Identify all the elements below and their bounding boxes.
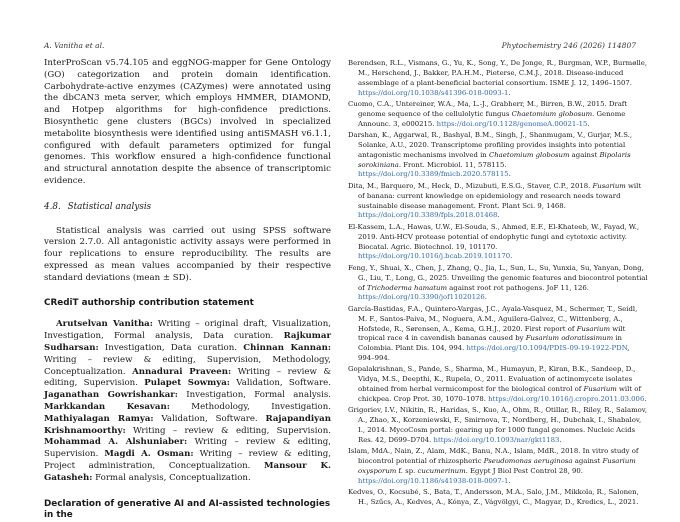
reference-italic: Fusarium xyxy=(592,182,625,190)
reference-italic: Chaetomium globosum xyxy=(489,151,570,159)
credit-author-name: Rajkumar Sudharsan: xyxy=(44,331,331,353)
section-heading xyxy=(44,202,331,214)
reference-text: . xyxy=(497,211,499,219)
reference-doi-link[interactable]: https://doi.org/10.1093/nar/gkt1183 xyxy=(434,436,560,444)
reference-text: . xyxy=(587,120,589,128)
reference-entry xyxy=(348,447,648,486)
header-journal: Phytochemistry 246 (2026) 114807 xyxy=(502,41,636,50)
reference-italic: cucumerinum xyxy=(418,467,466,475)
reference-italic: Trichoderma hamatum xyxy=(367,284,447,292)
reference-text: El-Kassem, L.A., Hawas, U.W., El-Souda, S., Ahmed, E.F., El-Khateeb, W., Fayad, W., 2019. Anti-HCV protease potential of endophytic fungi and cytotoxic activity. Biocatal. Agric. Biotechnol. 19, 101170. xyxy=(348,223,639,251)
credit-author-name: Jaganathan Gowrishankar: xyxy=(44,390,178,400)
reference-text: Dita, M., Barquero, M., Heck, D., Mizubuti, E.S.G., Staver, C.P., 2018. xyxy=(348,182,592,190)
credit-author-name: Mansour K. Gatasheh: xyxy=(44,461,331,483)
reference-text: against xyxy=(573,457,603,465)
credit-author-name: Arutselvan Vanitha: xyxy=(56,319,153,329)
reference-text: Darshan, K., Aggarwal, R., Bashyal, B.M., Singh, J., Shanmugam, V., Gurjar, M.S., Solanke, A.U., 2020. Transcriptome profiling provides insights into potential antagonistic mechanisms involved in xyxy=(348,131,632,159)
credit-author-roles: Writing – original draft, Visualization, Investigation, Formal analysis, Data curation. xyxy=(44,319,331,341)
reference-text: . xyxy=(559,436,561,444)
credit-author-roles: Investigation, Formal analysis. xyxy=(178,390,331,400)
credit-author-name: Magdi A. Osman: xyxy=(104,449,193,459)
reference-text: Grigoriev, I.V., Nikitin, R., Haridas, S., Kuo, A., Ohm, R., Otillar, R., Riley, R., Salamov, A., Zhao, X., Korzeniewski, F., Smirnova, T., Nordberg, H., Dubchak, I., Shabalov, I., 2014. MycoCosm portal: gearing up for 1000 fungal genomes. Nucleic Acids Res. 42, D699–D704. xyxy=(348,406,647,444)
credit-paragraph xyxy=(44,319,331,484)
section-number: 4.8. xyxy=(44,202,61,212)
reference-text: . xyxy=(508,477,510,485)
reference-doi-link[interactable]: https://doi.org/10.3389/fpls.2018.01468 xyxy=(358,211,497,219)
credit-author-roles: Writing – review & editing, Supervision. xyxy=(44,367,331,389)
reference-text: . xyxy=(644,395,646,403)
section-title: Statistical analysis xyxy=(68,202,152,212)
reference-text: García-Bastidas, F.A., Quintero-Vargas, J.C., Ayala-Vasquez, M., Schermer, T., Seidl, M. F., Santos-Paiva, M., Noguera, A.M., Aguilera-Galvez, C., Wittenberg, A., Hofstede, R., Sørensen, A., Kema, G.H.J., 2020. First report of xyxy=(348,305,637,333)
credit-author-name: Rajapandiyan Krishnamoorthy: xyxy=(44,414,331,436)
credit-author-name: Pulapet Sowmya: xyxy=(144,378,230,388)
reference-entry xyxy=(348,131,648,180)
reference-doi-link[interactable]: https://doi.org/10.1016/j.cropro.2011.03.006 xyxy=(488,395,644,403)
reference-doi-link[interactable]: https://doi.org/10.3389/fmicb.2020.578115 xyxy=(358,170,509,178)
credit-author-name: Mathiyalagan Ramya: xyxy=(44,414,154,424)
credit-author-name: Markkandan Kesavan: xyxy=(44,402,170,412)
reference-doi-link[interactable]: https://doi.org/10.1186/s41938-018-0097-1 xyxy=(358,477,508,485)
reference-text: . xyxy=(508,89,510,97)
reference-doi-link[interactable]: https://doi.org/10.1038/s41396-018-0093-1 xyxy=(358,89,508,97)
reference-text: wilt of banana: current knowledge on epidemiology and research needs toward sustainable disease management. Front. Plant Sci. 9, 1468. xyxy=(358,182,641,210)
reference-italic: Fusarium odoratissimum xyxy=(526,334,613,342)
credit-author-roles: Validation, Software. xyxy=(230,378,331,388)
header-authors: A. Vanitha et al. xyxy=(44,41,104,50)
credit-author-roles: Writing – review & editing, Supervision, Methodology, Conceptualization. xyxy=(44,355,331,377)
reference-italic: Fusarium oxysporum xyxy=(358,457,636,475)
reference-italic: Pseudomonas aeruginosa xyxy=(484,457,573,465)
reference-text: Islam, MdA., Nain, Z., Alam, MdK., Banu, N.A., Islam, MdR., 2018. In vitro study of biocontrol potential of rhizospheric xyxy=(348,447,638,465)
reference-entry xyxy=(348,406,648,445)
reference-doi-link[interactable]: https://doi.org/10.1016/j.bcab.2019.101170 xyxy=(358,252,510,260)
credit-author-roles: Validation, Software. xyxy=(154,414,266,424)
credit-author-roles: Methodology, Investigation. xyxy=(170,402,331,412)
reference-entry xyxy=(348,305,648,364)
reference-text: Kedves, O., Kocsubé, S., Bata, T., Andersson, M.A., Salo, J.M., Mikkola, R., Salonen, H., Szűcs, A., Kedves, A., Kónya, Z., Vágvölgyi, C., Magyar, D., Kredics, L., 2021. xyxy=(348,488,639,506)
reference-text: . xyxy=(510,252,512,260)
reference-text: Berendsen, R.L., Vismans, G., Yu, K., Song, Y., De Jonge, R., Burgman, W.P., Burmølle, M., Herschend, J., Bakker, P.A.H.M., Pieterse, C.M.J., 2018. Disease-induced assemblage of a plant-beneficial bacterial consortium. ISME J. 12, 1496–1507. xyxy=(348,59,647,87)
statistics-paragraph: Statistical analysis was carried out using SPSS software version 2.7.0. All antagonistic activity assays were performed in four replications to ensure reproducibility. The results are expressed as mean values accompanied by their respective standard deviations (mean ± SD). xyxy=(44,226,331,285)
reference-entry xyxy=(348,100,648,130)
declaration-heading: Declaration of generative AI and AI-assisted technologies in the xyxy=(44,499,331,522)
reference-italic: Chaetomium globosum xyxy=(512,110,593,118)
credit-author-roles: Formal analysis, Conceptualization. xyxy=(92,473,250,483)
reference-text: . Front. Microbiol. 11, 578115. xyxy=(399,161,507,169)
reference-italic: Bipolaris sorokiniana xyxy=(358,151,631,169)
methods-paragraph: InterProScan v5.74.105 and eggNOG-mapper for Gene Ontology (GO) categorization and protein domain identification. Carbohydrate-active enzymes (CAZymes) were annotated using the dbCAN3 meta server, which employs HMMER, DIAMOND, and Hotpep algorithms for high-confidence predictions. Biosynthetic gene clusters (BGCs) involved in specialized metabolite biosynthesis were identified using antiSMASH v6.1.1, configured with default parameters optimized for fungal genomes. This workflow ensured a high-confidence functional and structural annotation despite the absence of transcriptomic evidence. xyxy=(44,58,331,188)
reference-text: Feng, Y., Shuai, X., Chen, J., Zhang, Q., Jia, L., Sun, L., Su, Yunxia, Su, Yanyan, Dong, G., Liu, T., Long, G., 2025. Unveiling the genomic features and biocontrol potential of xyxy=(348,264,648,292)
reference-entry xyxy=(348,59,648,98)
left-column xyxy=(44,58,331,522)
credit-heading: CRediT authorship contribution statement xyxy=(44,298,331,310)
reference-doi-link[interactable]: https://doi.org/10.1128/genomeA.00021-15 xyxy=(437,120,588,128)
credit-author-name: Chinnan Kannan: xyxy=(243,343,331,353)
reference-entry xyxy=(348,264,648,303)
reference-entry xyxy=(348,365,648,404)
reference-text: Gopalakrishnan, S., Pande, S., Sharma, M., Humayun, P., Kiran, B.K., Sandeep, D., Vidya, M.S., Deepthi, K., Rupela, O., 2011. Evaluation of actinomycete isolates obtained from herbal vermicompost for the biological control of xyxy=(348,365,635,393)
reference-text: wilt of chickpea. Crop Prot. 30, 1070–1078. xyxy=(358,385,641,403)
credit-author-name: Annadurai Praveen: xyxy=(132,367,231,377)
reference-text: Cuomo, C.A., Untereiner, W.A., Ma, L.-J., Grabherr, M., Birren, B.W., 2015. Draft genome sequence of the cellulolytic fungus xyxy=(348,100,627,118)
credit-author-roles: Writing – review & editing, Project administration, Conceptualization. xyxy=(44,449,331,471)
reference-text: in Colombia. Plant Dis. 104, 994. xyxy=(358,334,622,352)
credit-author-roles: Writing – review & editing, Supervision. xyxy=(126,426,331,436)
reference-text: . xyxy=(485,293,487,301)
reference-text: . xyxy=(509,170,511,178)
reference-italic: Fusarium xyxy=(577,325,610,333)
reference-italic: Fusarium xyxy=(584,385,617,393)
credit-author-roles: Writing – review & editing, Supervision. xyxy=(44,437,331,459)
running-header xyxy=(44,41,636,53)
reference-text: against root rot pathogens. JoF 11, 126. xyxy=(447,284,589,292)
credit-author-roles: Investigation, Data curation. xyxy=(99,343,244,353)
reference-entry xyxy=(348,488,648,508)
reference-text: wilt tropical race 4 in cavendish bananas caused by xyxy=(358,325,625,343)
reference-entry xyxy=(348,223,648,262)
reference-text: f. sp. xyxy=(396,467,417,475)
reference-doi-link[interactable]: https://doi.org/10.1094/PDIS-09-19-1922-PDN xyxy=(466,344,627,352)
reference-entry xyxy=(348,182,648,221)
reference-text: . Egypt J Biol Pest Control 28, 90. xyxy=(466,467,583,475)
reference-text: . Genome Announc. 3, e000215. xyxy=(358,110,625,128)
credit-author-name: Mohammad A. Alshuniaber: xyxy=(44,437,187,447)
references-list xyxy=(348,59,648,510)
reference-doi-link[interactable]: https://doi.org/10.3390/jof11020126 xyxy=(358,293,485,301)
reference-text: , 994–994. xyxy=(358,344,630,362)
credit-statement xyxy=(44,319,331,484)
reference-text: against xyxy=(569,151,599,159)
